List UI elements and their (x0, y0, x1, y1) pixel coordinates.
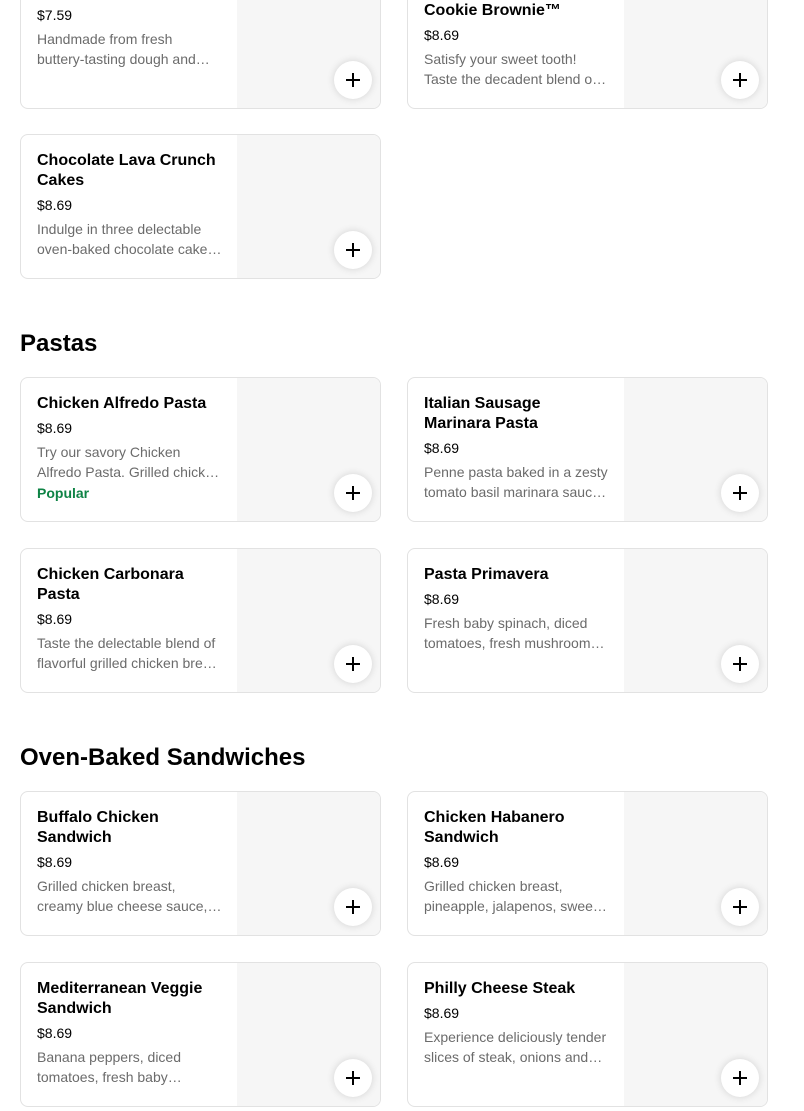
menu-item-description: Fresh baby spinach, diced tomatoes, fresh mushrooms (424, 615, 598, 651)
menu-item-card[interactable] (407, 548, 768, 693)
plus-icon (346, 486, 360, 500)
menu-item-name: Philly Cheese Steak (424, 980, 576, 997)
menu-item-price: $8.69 (424, 854, 460, 870)
add-to-cart-button[interactable] (334, 474, 372, 512)
menu-item-info (424, 808, 610, 916)
menu-item-price: $8.69 (424, 440, 460, 456)
menu-item-card[interactable] (407, 962, 768, 1107)
menu-item-info (37, 151, 223, 259)
menu-item-name: Pasta Primavera (424, 566, 549, 583)
menu-item-name: Chicken Carbonara Pasta (37, 566, 184, 603)
add-to-cart-button[interactable] (334, 61, 372, 99)
plus-icon (346, 1071, 360, 1085)
menu-item-description: Handmade from fresh buttery-tasting dough and (37, 31, 196, 67)
plus-icon (733, 486, 747, 500)
add-to-cart-button[interactable] (721, 61, 759, 99)
menu-item-card[interactable] (20, 962, 381, 1107)
menu-item-price: $8.69 (424, 591, 460, 607)
add-to-cart-button[interactable] (721, 474, 759, 512)
menu-item-card[interactable] (20, 0, 381, 109)
menu-item-name: Buffalo Chicken Sandwich (37, 809, 159, 846)
plus-icon (346, 657, 360, 671)
section-title-pastas: Pastas (20, 330, 98, 357)
section-title-sandwiches: Oven-Baked Sandwiches (20, 744, 306, 771)
menu-item-info (37, 5, 223, 69)
plus-icon (733, 900, 747, 914)
add-to-cart-button[interactable] (721, 645, 759, 683)
menu-item-price: $8.69 (37, 197, 73, 213)
menu-item-description: Satisfy your sweet tooth! Taste the decadent blend of (424, 51, 597, 87)
menu-item-name: Chicken Habanero Sandwich (424, 809, 565, 846)
menu-item-card[interactable] (20, 377, 381, 522)
menu-item-info (424, 565, 610, 653)
menu-item-info (37, 565, 223, 673)
menu-item-price: $8.69 (37, 420, 73, 436)
menu-item-price: $7.59 (37, 7, 73, 23)
menu-item-info (424, 394, 610, 502)
menu-item-description: Indulge in three delectable oven-baked chocolate cakes (37, 221, 215, 257)
menu-item-price: $8.69 (424, 27, 460, 43)
menu-item-info (37, 808, 223, 916)
add-to-cart-button[interactable] (721, 888, 759, 926)
menu-item-price: $8.69 (424, 1005, 460, 1021)
menu-item-description: Try our savory Chicken Alfredo Pasta. Grilled chicken (37, 444, 221, 480)
menu-item-name: Chicken Alfredo Pasta (37, 395, 207, 412)
menu-item-info (424, 1, 610, 89)
menu-item-info (424, 979, 610, 1067)
add-to-cart-button[interactable] (334, 888, 372, 926)
plus-icon (346, 900, 360, 914)
menu-item-description: Grilled chicken breast, creamy blue cheese sauce, (37, 878, 208, 914)
popular-badge: Popular (37, 485, 90, 501)
menu-item-info (37, 394, 223, 503)
menu-item-description: Banana peppers, diced tomatoes, fresh baby (37, 1049, 181, 1085)
menu-item-card[interactable] (20, 548, 381, 693)
menu-item-price: $8.69 (37, 611, 73, 627)
add-to-cart-button[interactable] (334, 231, 372, 269)
add-to-cart-button[interactable] (721, 1059, 759, 1097)
menu-item-description: Grilled chicken breast, pineapple, jalapenos, sweet (424, 878, 597, 914)
menu-item-card[interactable] (407, 791, 768, 936)
menu-item-description: Penne pasta baked in a zesty tomato basil marinara sauce (424, 464, 608, 500)
menu-item-name: Italian Sausage Marinara Pasta (424, 395, 541, 432)
plus-icon (346, 243, 360, 257)
menu-item-name: Cookie Brownie™ (424, 2, 561, 19)
menu-item-card[interactable] (407, 377, 768, 522)
plus-icon (733, 1071, 747, 1085)
menu-item-name: Mediterranean Veggie Sandwich (37, 980, 203, 1017)
menu-item-price: $8.69 (37, 1025, 73, 1041)
menu-item-card[interactable] (20, 791, 381, 936)
menu-item-price: $8.69 (37, 854, 73, 870)
menu-item-name: Chocolate Lava Crunch Cakes (37, 152, 216, 189)
menu-item-card[interactable] (407, 0, 768, 109)
menu-item-card[interactable] (20, 134, 381, 279)
menu-item-info (37, 979, 223, 1087)
menu-item-description: Taste the delectable blend of flavorful grilled chicken breast (37, 635, 222, 671)
plus-icon (346, 73, 360, 87)
plus-icon (733, 73, 747, 87)
plus-icon (733, 657, 747, 671)
menu-item-description: Experience deliciously tender slices of steak, onions and (424, 1029, 607, 1065)
add-to-cart-button[interactable] (334, 645, 372, 683)
add-to-cart-button[interactable] (334, 1059, 372, 1097)
